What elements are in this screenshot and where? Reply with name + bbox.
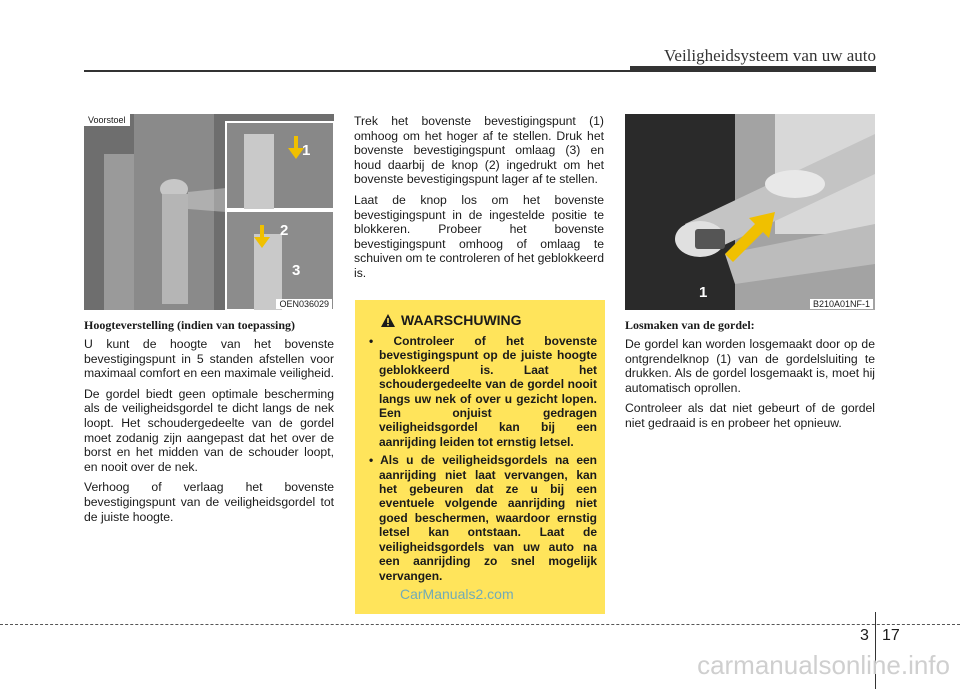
- column-2: [354, 114, 604, 287]
- column-3: [625, 114, 875, 437]
- paragraph: Laat de knop los om het bovenste bevestigingspunt in de ingestelde positie te blokkeren. Probeer het bovenste bevestigingspunt omhoog of omlaag te schuiven om te controleren of het geblokkeerd is.: [354, 192, 604, 280]
- paragraph: De gordel biedt geen optimale bescherming als de veiligheidsgordel te dicht langs de nek loopt. Het schoudergedeelte van de gordel moet zodanig zijn aangepast dat het over de borst en het midden van de schouder loopt, en nooit over de nek.: [84, 386, 334, 474]
- callout-1: 1: [302, 142, 311, 159]
- paragraph: Verhoog of verlaag het bovenste bevestigingspunt van de veiligheidsgordel tot de juiste hoogte.: [84, 480, 334, 524]
- belt-release-image: [625, 114, 875, 310]
- belt-release-illustration: [625, 114, 875, 310]
- warning-list: [365, 334, 597, 583]
- subheading: Hoogteverstelling (indien van toepassing): [84, 318, 296, 332]
- paragraph: Controleer als dat niet gebeurt of de gordel niet gedraaid is en probeer het opnieuw.: [625, 401, 875, 430]
- warning-box: [355, 300, 605, 614]
- footer-rule: [0, 624, 960, 625]
- paragraph: Trek het bovenste bevestigingspunt (1) omhoog om het hoger af te stellen. Druk het bovenste bevestigingspunt omlaag (3) en houd daarbij de knop (2) ingedrukt om het bovenste bevestigingspunt lager af te stellen.: [354, 114, 604, 187]
- warning-icon: [381, 314, 395, 327]
- column-1: [84, 114, 334, 530]
- seatbelt-height-adjuster-image: [84, 114, 334, 310]
- warning-item-text: Als u de veiligheidsgordels na een aanrijding niet laat vervangen, kan het gebeuren dat ze u bij een eventuele volgende aanrijding niet goed beschermen, waardoor ernstig letsel kan ontstaan. Laat de veiligheidsgordels van uw auto na een aanrijding zo snel mogelijk vervangen.: [379, 453, 597, 583]
- watermark: CarManuals2.com: [400, 586, 514, 602]
- chapter-number: 3: [860, 627, 869, 644]
- page-number: 17: [882, 627, 900, 644]
- paragraph: De gordel kan worden losgemaakt door op de ontgrendelknop (1) van de gordelsluiting te drukken. Als de gordel losgemaakt is, moet hij automatisch oprollen.: [625, 337, 875, 395]
- callout-3: 3: [292, 262, 301, 279]
- subheading: Losmaken van de gordel:: [625, 318, 755, 332]
- image-tag: Voorstoel: [84, 114, 130, 126]
- image-code: OEN036029: [276, 299, 332, 309]
- callout-1: 1: [699, 284, 708, 301]
- site-watermark: carmanualsonline.info: [697, 650, 950, 680]
- callout-2: 2: [280, 222, 289, 239]
- warning-item: • Als u de veiligheidsgordels na een aanrijding niet laat vervangen, kan het gebeuren dat ze u bij een eventuele volgende aanrijding niet goed beschermen, waardoor ernstig letsel kan ontstaan. Laat de veiligheidsgordels van uw auto na een aanrijding zo snel mogelijk vervangen.: [369, 453, 597, 583]
- warning-item-text: Controleer of het bovenste bevestigingspunt op de juiste hoogte geblokkeerd is. Laat het schoudergedeelte van de gordel nooit langs uw nek of over u gezicht lopen. Een onjuist gedragen veiligheidsgordel kan bij een aanrijding leiden tot ernstig letsel.: [379, 334, 597, 449]
- warning-item: • Controleer of het bovenste bevestigingspunt op de juiste hoogte geblokkeerd is. Laat het schoudergedeelte van de gordel nooit langs uw nek of over u gezicht lopen. Een onjuist gedragen veiligheidsgordel kan bij een aanrijding leiden tot ernstig letsel.: [369, 334, 597, 449]
- warning-heading: [381, 312, 597, 328]
- image-code: B210A01NF-1: [810, 299, 873, 309]
- seatbelt-illustration: [84, 114, 334, 310]
- paragraph: U kunt de hoogte van het bovenste bevestigingspunt in 5 standen afstellen voor maximaal comfort en een maximale veiligheid.: [84, 337, 334, 381]
- warning-title: WAARSCHUWING: [401, 312, 522, 328]
- section-title: Veiligheidsysteem van uw auto: [664, 46, 876, 65]
- header-rule-accent: [630, 66, 876, 71]
